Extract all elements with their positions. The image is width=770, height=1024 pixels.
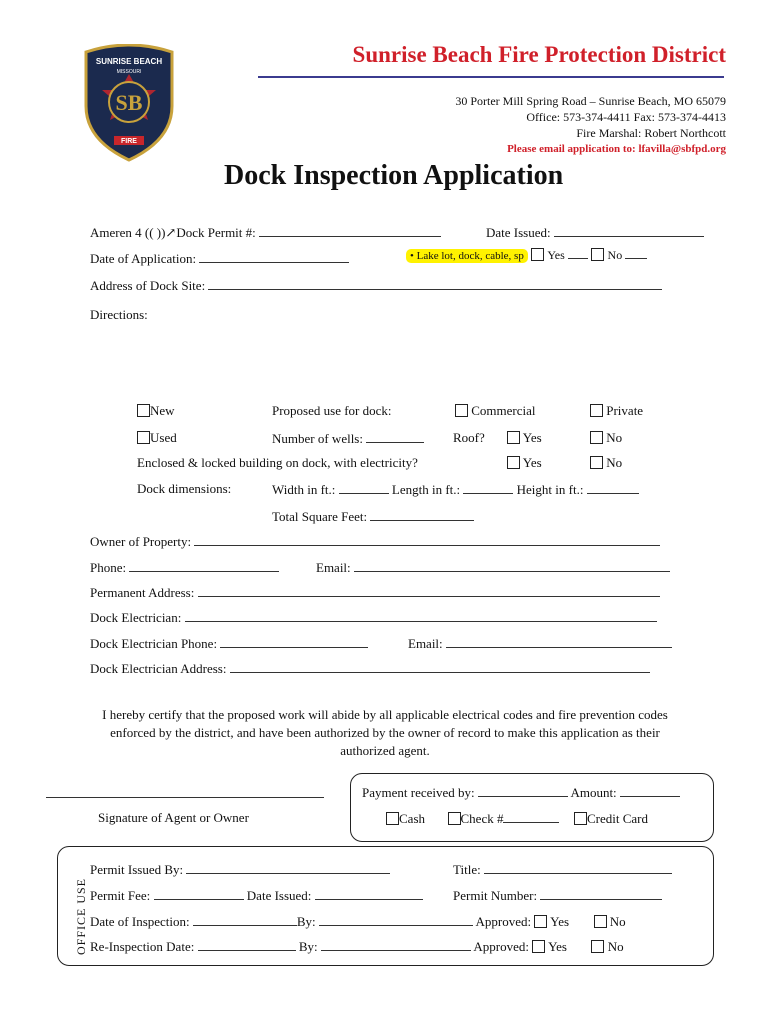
electrician-input[interactable] [185,609,657,622]
electrician-address-row [90,660,650,677]
commercial-label: Commercial [471,403,536,418]
commercial-checkbox[interactable] [455,404,468,417]
signature-line[interactable] [46,797,324,798]
owner-email-input[interactable] [354,559,670,572]
highlight-yes-label: Yes [547,248,565,262]
permit-issued-by-row [90,861,390,878]
enclosed-yes-checkbox[interactable] [507,456,520,469]
reinspection-by-label: By: [298,939,318,954]
owner-phone-label: Phone: [90,560,127,575]
logo-top-text: SUNRISE BEACH [95,57,163,66]
dock-permit-row [90,224,441,241]
cash-label: Cash [399,811,425,826]
used-option [137,430,177,446]
dimensions-row [272,481,639,498]
length-input[interactable] [463,481,513,494]
electrician-label: Dock Electrician: [90,610,182,625]
inspection-by-label: By: [296,914,316,929]
new-checkbox[interactable] [137,404,150,417]
permit-number-input[interactable] [540,887,662,900]
payment-received-row [362,784,680,801]
inspection-approved-no-checkbox[interactable] [594,915,607,928]
amount-input[interactable] [620,784,680,797]
dock-address-label: Address of Dock Site: [90,278,206,293]
office-title-label: Title: [453,862,481,877]
fire-marshal: Fire Marshal: Robert Northcott [576,126,726,140]
credit-card-label: Credit Card [586,811,648,826]
org-name: Sunrise Beach Fire Protection District [352,42,726,67]
highlight-row [406,246,647,263]
dock-permit-input[interactable] [259,224,441,237]
permit-fee-input[interactable] [154,887,244,900]
inspection-row [90,913,626,930]
reinspection-input[interactable] [198,938,296,951]
received-by-input[interactable] [478,784,568,797]
permit-fee-row [90,887,423,904]
private-checkbox[interactable] [590,404,603,417]
inspection-approved-yes-checkbox[interactable] [534,915,547,928]
office-date-issued-input[interactable] [315,887,423,900]
permanent-address-input[interactable] [198,584,660,597]
wells-input[interactable] [366,430,424,443]
date-issued-row [486,224,704,241]
reinspection-row [90,938,624,955]
enclosed-no-checkbox[interactable] [590,456,603,469]
date-of-application-label: Date of Application: [90,251,197,266]
wells-row [272,430,424,447]
date-issued-input[interactable] [554,224,704,237]
enclosed-yes-option [507,455,542,471]
owner-phone-row [90,559,279,576]
proposed-use-label: Proposed use for dock: [272,403,392,418]
roof-yes-checkbox[interactable] [507,431,520,444]
permanent-address-label: Permanent Address: [90,585,195,600]
logo-bottom-text: FIRE [121,138,137,145]
form-title: Dock Inspection Application [224,160,564,191]
electrician-email-label: Email: [408,636,443,651]
reinspection-yes-label: Yes [548,939,567,954]
reinspection-no-label: No [607,939,624,954]
permit-issued-by-label: Permit Issued By: [90,862,184,877]
used-checkbox[interactable] [137,431,150,444]
payment-methods-row [386,810,648,827]
dock-permit-label: Ameren 4 (( ))↗Dock Permit #: [90,225,256,240]
org-address: 30 Porter Mill Spring Road – Sunrise Beach, MO 65079 [455,94,726,108]
signature-label: Signature of Agent or Owner [98,810,249,825]
inspection-no-label: No [609,914,626,929]
reinspection-by-input[interactable] [321,938,471,951]
roof-no-option [590,430,622,446]
used-label: Used [150,430,177,445]
certify-statement [40,706,730,760]
owner-row [90,533,660,550]
check-label: Check # [460,811,504,826]
check-checkbox[interactable] [448,812,461,825]
enclosed-no-label: No [606,455,623,470]
enclosed-no-option [590,455,622,471]
enclosed-label: Enclosed & locked building on dock, with electricity? [137,455,418,470]
inspection-yes-label: Yes [550,914,570,929]
certify-line-2: enforced by the district, and have been authorized by the owner of record to make this application as their [110,725,660,740]
highlight-no-label: No [607,248,623,262]
date-issued-label: Date Issued: [486,225,551,240]
commercial-option [455,403,536,419]
electrician-phone-row [90,635,368,652]
directions-label: Directions: [90,307,148,322]
electrician-row [90,609,657,626]
permit-fee-label: Permit Fee: [90,888,151,903]
office-title-row [453,861,672,878]
header-rule [258,76,724,78]
owner-email-row [316,559,670,576]
dock-address-row [90,277,662,294]
length-label: Length in ft.: [391,482,461,497]
private-label: Private [606,403,644,418]
roof-no-label: No [606,430,623,445]
dock-address-input[interactable] [208,277,662,290]
date-of-inspection-label: Date of Inspection: [90,914,190,929]
highlight-yes-checkbox[interactable] [531,248,544,261]
roof-yes-option [507,430,542,446]
roof-yes-label: Yes [522,430,542,445]
highlight-no-checkbox[interactable] [591,248,604,261]
date-of-inspection-input[interactable] [193,913,297,926]
office-use-side-label: OFFICE USE [74,877,88,955]
reinspection-label: Re-Inspection Date: [90,939,195,954]
certify-line-1: I hereby certify that the proposed work will abide by all applicable electrical codes and fire prevention codes [102,707,668,722]
total-sqft-label: Total Square Feet: [272,509,368,524]
height-label: Height in ft.: [516,482,584,497]
yes-underline [568,246,588,259]
electrician-email-input[interactable] [446,635,672,648]
electrician-phone-label: Dock Electrician Phone: [90,636,218,651]
inspection-by-input[interactable] [319,913,473,926]
office-date-issued-label: Date Issued: [246,888,312,903]
permit-number-label: Permit Number: [453,888,538,903]
office-title-input[interactable] [484,861,672,874]
permit-issued-by-input[interactable] [186,861,390,874]
reinspection-approved-label: Approved: [473,939,530,954]
org-phones: Office: 573-374-4411 Fax: 573-374-4413 [526,110,726,124]
certify-line-3: authorized agent. [340,743,430,758]
width-label: Width in ft.: [272,482,336,497]
permit-number-row [453,887,662,904]
no-underline [625,246,647,259]
owner-phone-input[interactable] [129,559,279,572]
new-option [137,403,175,419]
owner-label: Owner of Property: [90,534,192,549]
highlighted-annotation: • Lake lot, dock, cable, sp [406,249,528,263]
electrician-address-label: Dock Electrician Address: [90,661,227,676]
date-of-application-input[interactable] [199,250,349,263]
date-of-application-row [90,250,349,267]
total-sqft-input[interactable] [370,508,474,521]
email-note: Please email application to: lfavilla@sbfpd.org [507,143,726,155]
district-logo [80,44,178,162]
credit-card-checkbox[interactable] [574,812,587,825]
dimensions-label: Dock dimensions: [137,481,232,496]
owner-email-label: Email: [316,560,351,575]
logo-monogram: SB [115,90,143,115]
wells-label: Number of wells: [272,431,363,446]
electrician-phone-input[interactable] [220,635,368,648]
width-input[interactable] [339,481,389,494]
total-sqft-row [272,508,474,525]
inspection-approved-label: Approved: [475,914,532,929]
electrician-email-row [408,635,672,652]
roof-label: Roof? [453,430,485,445]
new-label: New [150,403,175,418]
amount-label: Amount: [570,785,617,800]
check-number-input[interactable] [503,810,559,823]
electrician-address-input[interactable] [230,660,650,673]
owner-input[interactable] [194,533,660,546]
roof-no-checkbox[interactable] [590,431,603,444]
cash-checkbox[interactable] [386,812,399,825]
height-input[interactable] [587,481,639,494]
logo-state-text: MISSOURI [116,69,142,75]
permanent-address-row [90,584,660,601]
received-by-label: Payment received by: [362,785,475,800]
reinspection-approved-yes-checkbox[interactable] [532,940,545,953]
reinspection-approved-no-checkbox[interactable] [591,940,604,953]
enclosed-yes-label: Yes [522,455,542,470]
private-option [590,403,643,419]
